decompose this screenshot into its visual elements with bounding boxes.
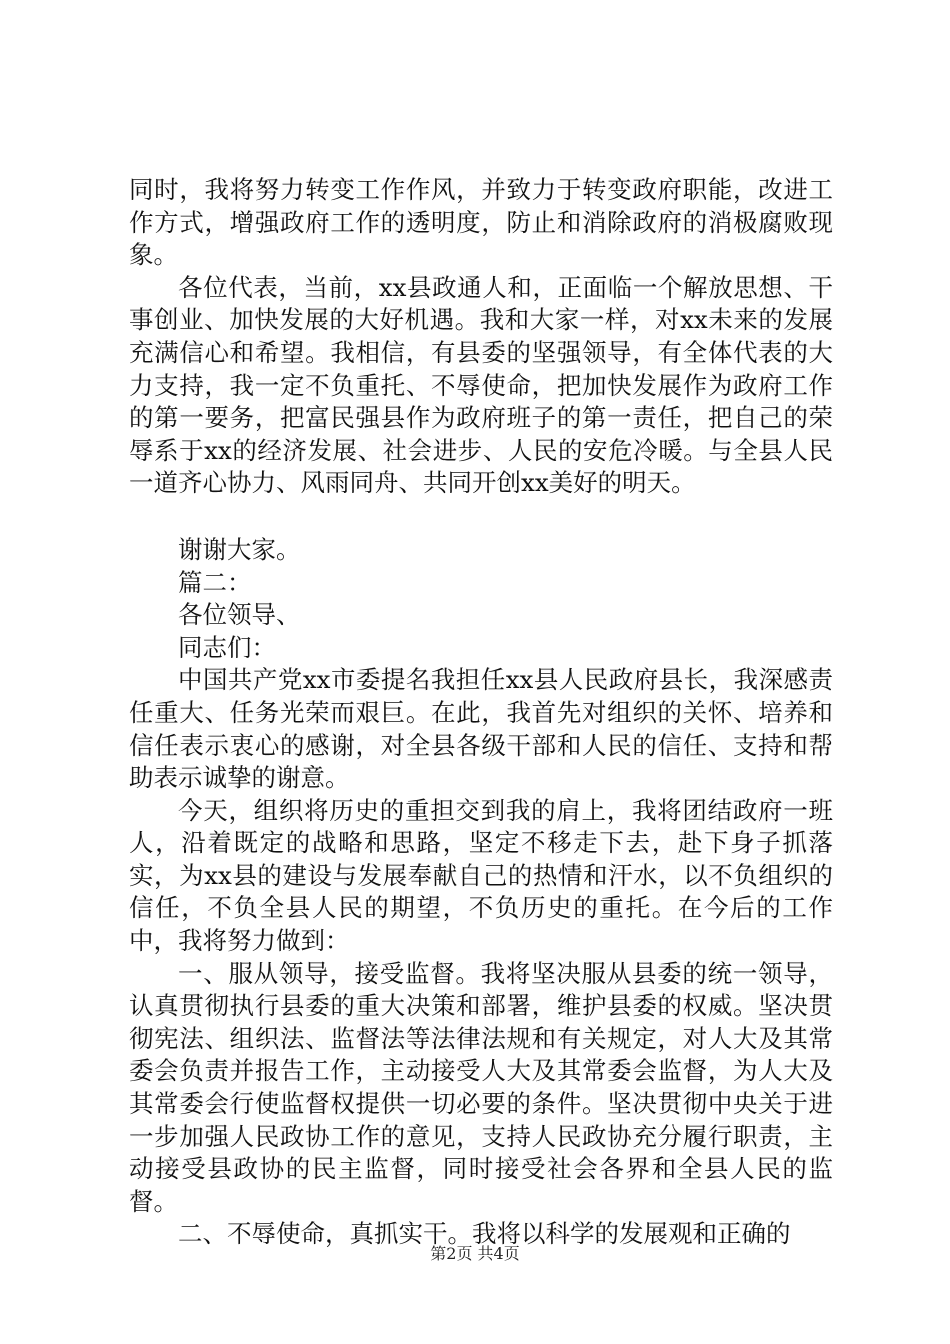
paragraph-continuation: 同时，我将努力转变工作作风，并致力于转变政府职能，改进工作方式，增强政府工作的透明度，防止和消除政府的消极腐败现象。 [129,175,833,270]
page-number-footer: 第2页 共4页 [430,1244,520,1263]
paragraph-nomination: 中国共产党xx市委提名我担任xx县人民政府县长，我深感责任重大、任务光荣而艰巨。在此，我首先对组织的关怀、培养和信任表示衷心的感谢，对全县各级干部和人民的信任、支持和帮助表示诚挚的谢意。 [129,665,833,793]
document-body [129,174,833,1251]
paragraph-point-two: 二、不辱使命，真抓实干。我将以科学的发展观和正确的 [178,1219,791,1249]
paragraph-representatives: 各位代表，当前，xx县政通人和，正面临一个解放思想、干事创业、加快发展的大好机遇。我和大家一样，对xx未来的发展充满信心和希望。我相信，有县委的坚强领导，有全体代表的大力支持，我一定不负重托、不辱使命，把加快发展作为政府工作的第一要务，把富民强县作为政府班子的第一责任，把自己的荣辱系于xx的经济发展、社会进步、人民的安危冷暖。与全县人民一道齐心协力、风雨同舟、共同开创xx美好的明天。 [129,272,833,498]
paragraph-point-one: 一、服从领导，接受监督。我将坚决服从县委的统一领导，认真贯彻执行县委的重大决策和部署，维护县委的权威。坚决贯彻宪法、组织法、监督法等法律法规和有关规定，对人大及其常委会负责并报告工作，主动接受人大及其常委会监督，为人大及其常委会行使监督权提供一切必要的条件。坚决贯彻中央关于进一步加强人民政协工作的意见，支持人民政协充分履行职责，主动接受县政协的民主监督，同时接受社会各界和全县人民的监督。 [129,958,833,1216]
section-heading: 篇二： [178,567,252,597]
salutation-leaders: 各位领导、 [178,600,301,630]
salutation-comrades: 同志们： [178,632,276,662]
paragraph-thanks: 谢谢大家。 [178,534,301,564]
paragraph-today: 今天，组织将历史的重担交到我的肩上，我将团结政府一班人，沿着既定的战略和思路，坚定不移走下去，赴下身子抓落实，为xx县的建设与发展奉献自己的热情和汗水，以不负组织的信任，不负全县人民的期望，不负历史的重托。在今后的工作中，我将努力做到： [129,795,833,956]
